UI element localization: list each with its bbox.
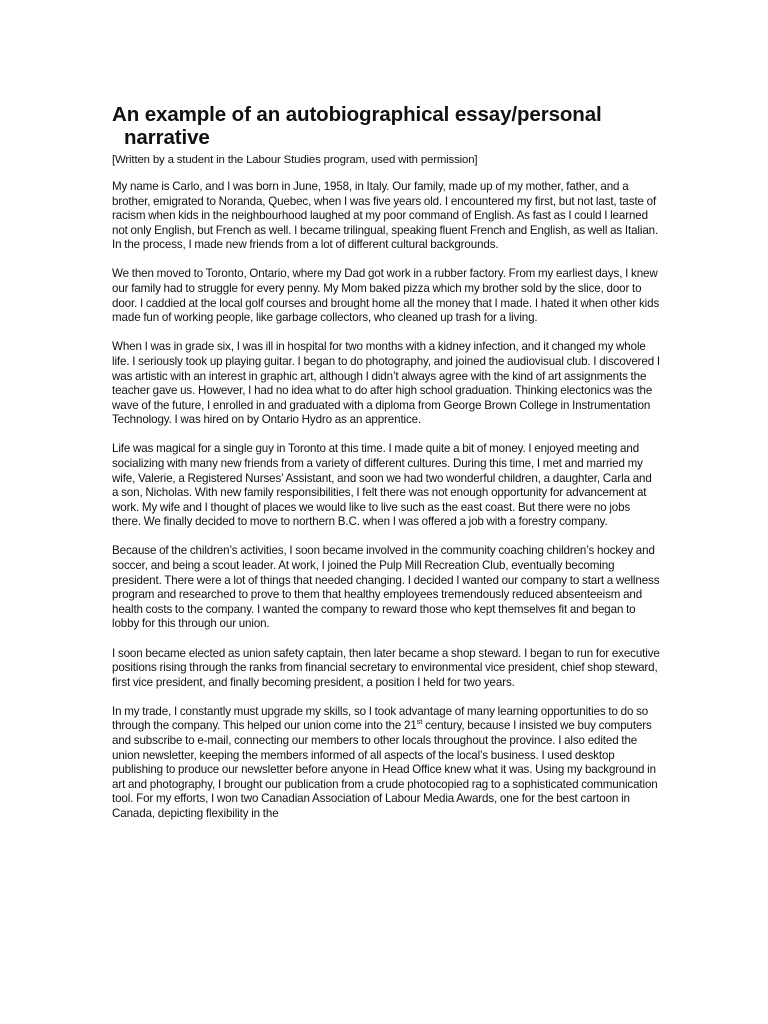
paragraph-4: Life was magical for a single guy in Toronto at this time. I made quite a bit of money. I enjoyed meeting and socializing with many new friends from a variety of different cultures. During this time, I met and married my wife, Valerie, a Registered Nurses’ Assistant, and soon we had two wonderful children, a daughter, Carla and a son, Nicholas. With new family responsibilities, I felt there was not enough opportunity for advancement at work. My wife and I thought of places we would like to live such as the east coast. But there were no jobs there. We finally decided to move to northern B.C. when I was offered a job with a forestry company.	[112, 442, 652, 529]
document-title: An example of an autobiographical essay/personal narrative	[112, 103, 602, 149]
document-subtitle: [Written by a student in the Labour Studies program, used with permission]	[112, 154, 478, 166]
paragraph-7-text-b: century, because I insisted we buy computers and subscribe to e-mail, connecting our members to other locals throughout the province. I also edited the union newsletter, keeping the members informed of all aspects of the local’s business. I used desktop publishing to produce our newsletter before anyone in Head Office knew what it was. Using my background in art and photography, I brought our publication from a crude photocopied rag to a sophisticated communication tool. For my efforts, I won two Canadian Association of Labour Media Awards, one for the best cartoon in Canada, depicting flexibility in the	[112, 719, 658, 820]
paragraph-6: I soon became elected as union safety captain, then later became a shop steward. I began to run for executive positions rising through the ranks from financial secretary to environmental vice president, chief shop steward, first vice president, and finally becoming president, a position I held for two years.	[112, 646, 660, 689]
paragraph-5: Because of the children’s activities, I soon became involved in the community coaching children’s hockey and soccer, and being a scout leader. At work, I joined the Pulp Mill Recreation Club, eventually becoming president. There were a lot of things that needed changing. I decided I wanted our company to start a wellness program and researched to prove to them that healthy employees tremendously reduced absenteeism and health costs to the company. I wanted the company to reward those who kept themselves fit and began to lobby for this through our union.	[112, 544, 660, 631]
essay-paragraphs	[112, 180, 660, 822]
paragraph-2: We then moved to Toronto, Ontario, where my Dad got work in a rubber factory. From my earliest days, I knew our family had to struggle for every penny. My Mom baked pizza which my brother sold by the slice, door to door. I caddied at the local golf courses and brought home all the money that I made. I hated it when other kids made fun of working people, like garbage collectors, who cleaned up trash for a living.	[112, 267, 660, 325]
ordinal-superscript: st	[416, 717, 423, 727]
document-body	[112, 103, 660, 836]
paragraph-3: When I was in grade six, I was ill in hospital for two months with a kidney infection, and it changed my whole life. I seriously took up playing guitar. I began to do photography, and joined the audiovisual club. I discovered I was artistic with an interest in graphic art, although I didn’t always agree with the kind of art assignments the teacher gave us. However, I had no idea what to do after high school graduation. Thinking electonics was the wave of the future, I enrolled in and graduated with a diploma from George Brown College in Instrumentation Technology. I was hired on by Ontario Hydro as an apprentice.	[112, 340, 660, 427]
paragraph-7	[112, 705, 660, 822]
paragraph-7-text-a: In my trade, I constantly must upgrade my skills, so I took advantage of many learning opportunities to do so through the company. This helped our union come into the 21	[112, 704, 649, 733]
paragraph-1: My name is Carlo, and I was born in June, 1958, in Italy. Our family, made up of my mother, father, and a brother, emigrated to Noranda, Quebec, when I was five years old. I encountered my first, but not last, taste of racism when kids in the neighbourhood laughed at my poor command of English. As fast as I could I learned not only English, but French as well. I became trilingual, speaking fluent French and English, as well as Italian. In the process, I made new friends from a lot of different cultural backgrounds.	[112, 180, 659, 252]
